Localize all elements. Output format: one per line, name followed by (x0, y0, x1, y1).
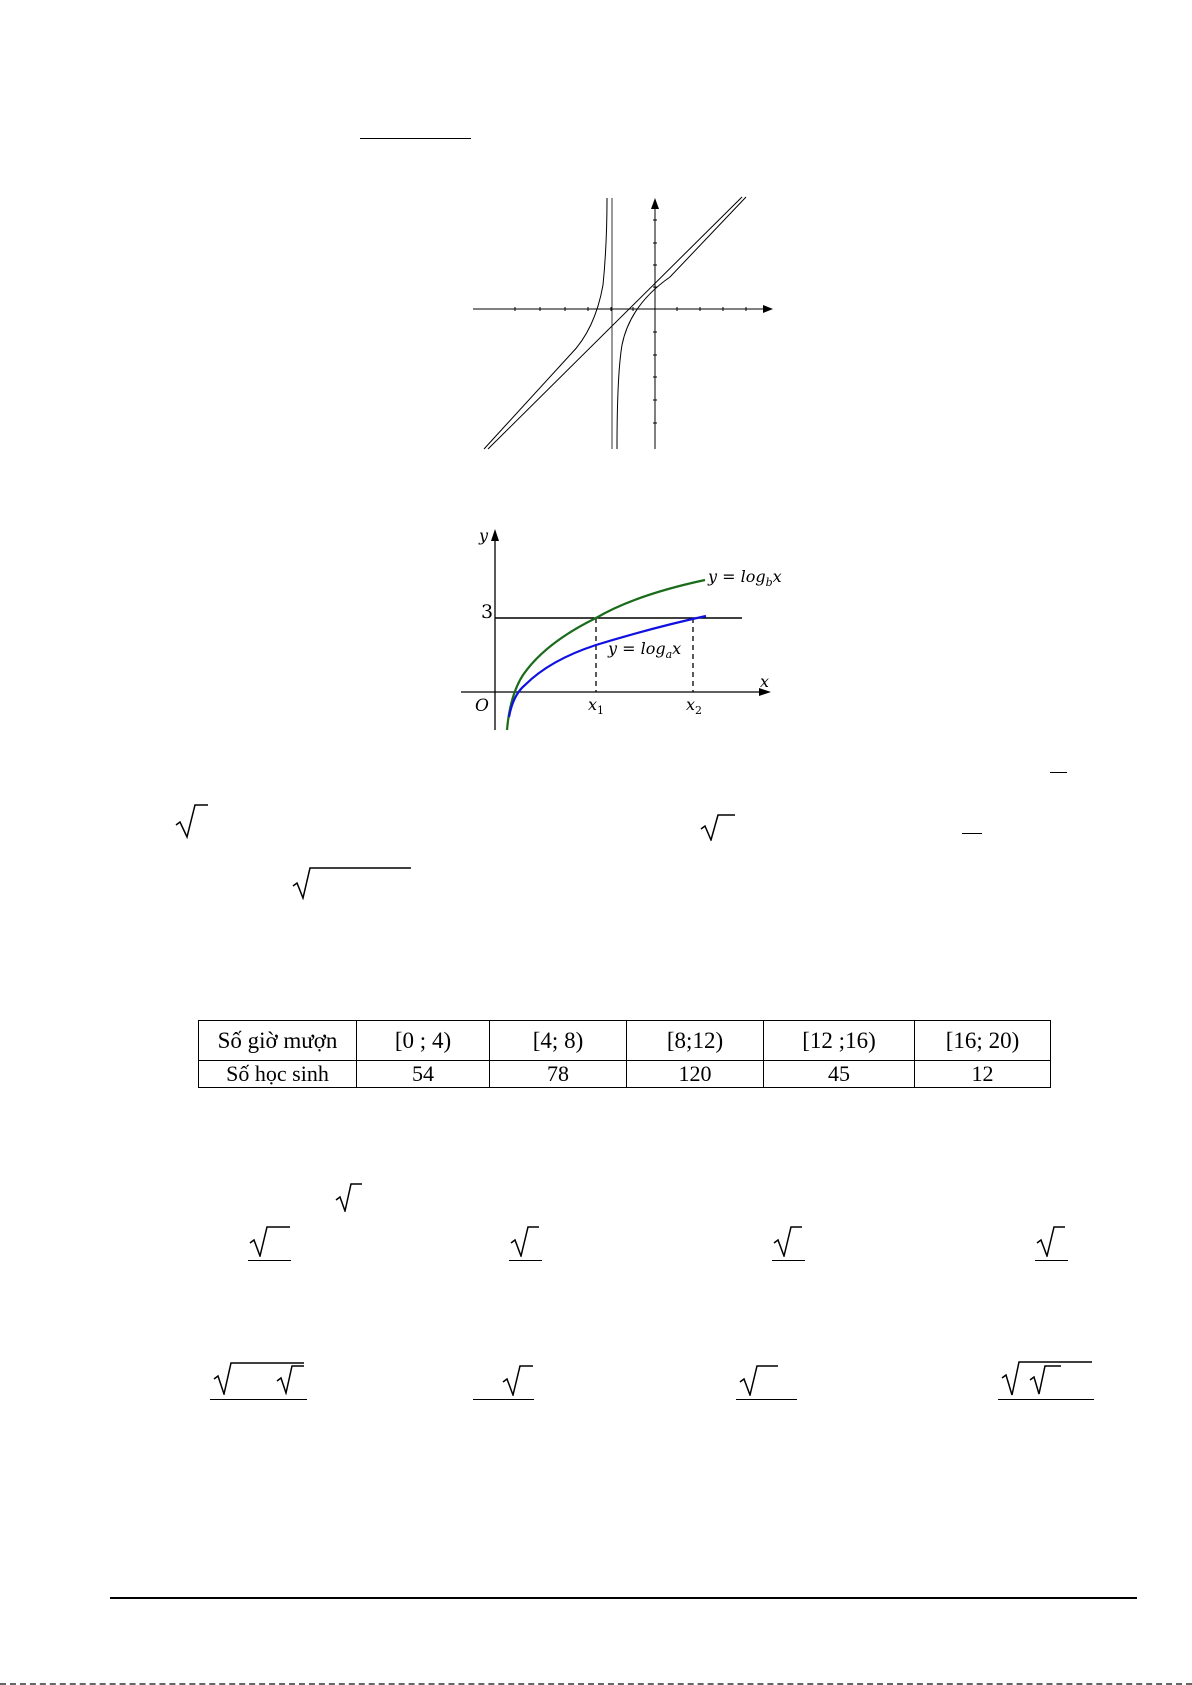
table-cell: [16; 20) (915, 1021, 1051, 1061)
fraction-bar (248, 1260, 291, 1261)
sqrt-symbol (510, 1225, 540, 1257)
sqrt-symbol (292, 866, 412, 900)
table-cell: 12 (915, 1061, 1051, 1088)
fraction-bar (509, 1260, 542, 1261)
frequency-table (198, 1020, 1051, 1088)
x1-label: $x_1$ (588, 695, 605, 718)
table-cell: Số học sinh (199, 1061, 357, 1088)
table-cell: Số giờ mượn (199, 1021, 357, 1061)
table-cell: 45 (764, 1061, 915, 1088)
y-axis-label: y (479, 526, 489, 545)
fraction-bar (1035, 1260, 1068, 1261)
fraction-bar (962, 833, 982, 834)
curve-a-label: $y = \log_ax$ (608, 639, 682, 662)
table-cell: 120 (627, 1061, 764, 1088)
fraction-bar (473, 1399, 534, 1400)
curve-b-label: $y = \log_bx$ (708, 567, 782, 590)
table-cell: 78 (490, 1061, 627, 1088)
fraction-bar (998, 1399, 1094, 1400)
sqrt-symbol (213, 1361, 305, 1395)
footer-rule (110, 1597, 1137, 1599)
fraction-bar (1050, 772, 1067, 773)
fraction-bar (360, 138, 471, 139)
log-curves-graph (455, 525, 805, 735)
sqrt-symbol (773, 1225, 803, 1257)
table-cell: [8;12) (627, 1021, 764, 1061)
curve-log-a (509, 616, 706, 717)
sqrt-symbol (249, 1225, 291, 1257)
sqrt-symbol (1001, 1360, 1093, 1396)
sqrt-symbol (335, 1182, 363, 1212)
sqrt-symbol (700, 813, 736, 841)
x2-label: $x_2$ (686, 695, 703, 718)
table-row (199, 1061, 1051, 1088)
fraction-bar (772, 1260, 805, 1261)
hyperbola-graph (470, 195, 780, 450)
origin-label: O (475, 696, 489, 716)
sqrt-symbol (739, 1364, 779, 1396)
sqrt-symbol (175, 803, 209, 839)
three-label: 3 (481, 601, 494, 623)
sqrt-symbol (502, 1364, 534, 1396)
x-axis-label: x (760, 672, 770, 691)
table-cell: [4; 8) (490, 1021, 627, 1061)
table-cell: [0 ; 4) (357, 1021, 490, 1061)
fraction-bar (736, 1399, 797, 1400)
sqrt-symbol (1036, 1225, 1066, 1257)
fraction-bar (210, 1399, 307, 1400)
table-cell: [12 ;16) (764, 1021, 915, 1061)
table-cell: 54 (357, 1061, 490, 1088)
table-row (199, 1021, 1051, 1061)
